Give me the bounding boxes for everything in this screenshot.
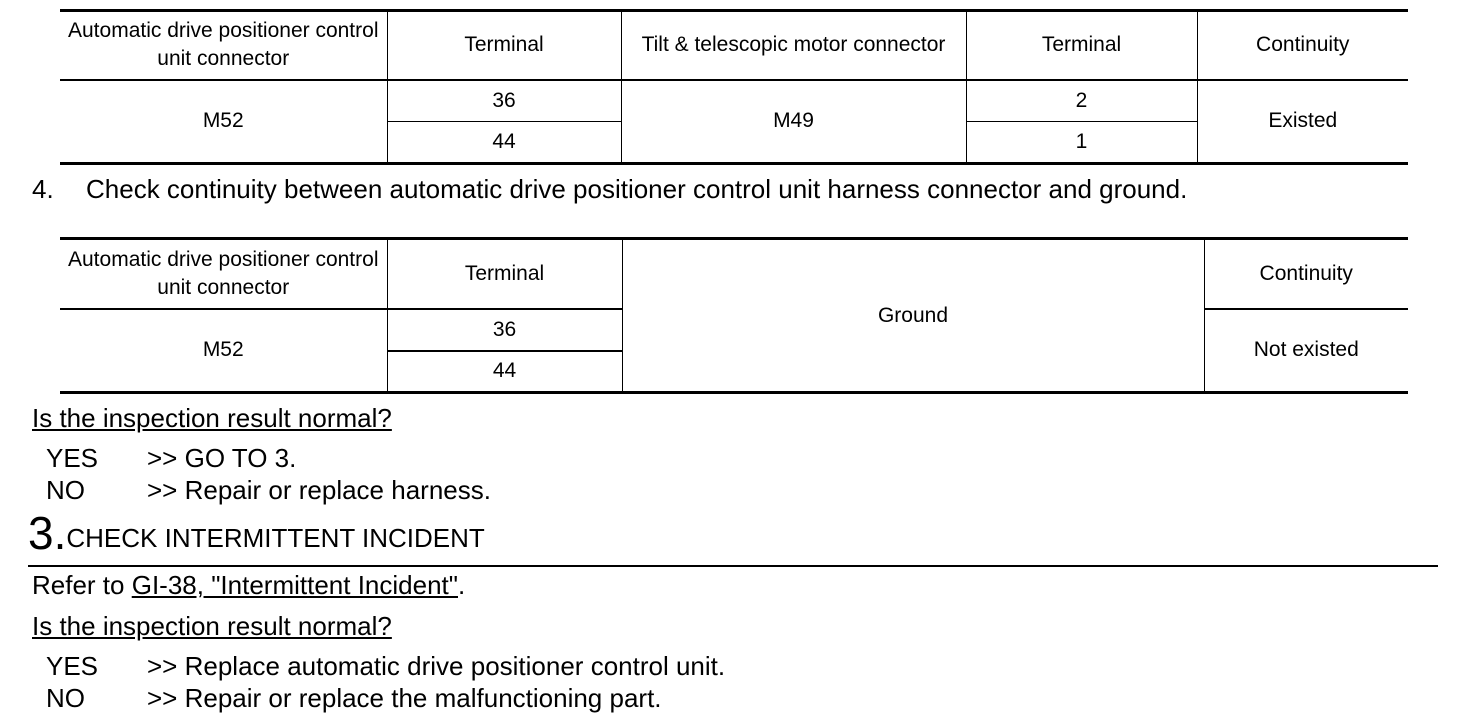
answer-yes-label: YES bbox=[46, 651, 99, 681]
section-3-heading bbox=[28, 507, 485, 559]
inspection-question: Is the inspection result normal? bbox=[32, 403, 392, 433]
section-divider bbox=[28, 565, 1438, 567]
header-motor-connector: Tilt & telescopic motor connector bbox=[621, 11, 966, 80]
connector-cell: M52 bbox=[202, 109, 244, 133]
step-4-text: Check continuity between automatic drive positioner control unit harness connector and ground. bbox=[86, 174, 1188, 204]
header-terminal: Terminal bbox=[966, 11, 1197, 80]
inspection-question: Is the inspection result normal? bbox=[32, 611, 392, 641]
refer-prefix: Refer to bbox=[32, 570, 132, 600]
terminal-cell: 1 bbox=[966, 122, 1197, 164]
connector-cell: M52 bbox=[202, 338, 244, 362]
continuity-cell: Existed bbox=[1197, 80, 1408, 164]
section-3-number: 3. bbox=[28, 507, 67, 559]
step-4-number: 4. bbox=[32, 174, 54, 204]
answer-yes-text: >> GO TO 3. bbox=[147, 443, 297, 473]
answer-no-text: >> Repair or replace the malfunctioning part. bbox=[147, 683, 662, 713]
intermittent-incident-link[interactable]: GI-38, "Intermittent Incident" bbox=[131, 570, 458, 600]
header-terminal: Terminal bbox=[387, 11, 621, 80]
header-terminal: Terminal bbox=[387, 239, 622, 309]
terminal-cell: 44 bbox=[387, 122, 621, 164]
header-connector: Automatic drive positioner control unit connector bbox=[60, 239, 387, 309]
refer-suffix: . bbox=[458, 570, 466, 600]
header-continuity: Continuity bbox=[1197, 11, 1408, 80]
continuity-table-ground bbox=[60, 237, 1408, 394]
terminal-cell: 36 bbox=[387, 80, 621, 122]
answer-no-label: NO bbox=[46, 683, 85, 713]
terminal-cell: 2 bbox=[966, 80, 1197, 122]
answer-yes-text: >> Replace automatic drive positioner control unit. bbox=[147, 651, 726, 681]
continuity-table-motor bbox=[60, 9, 1408, 165]
answer-yes-label: YES bbox=[46, 443, 99, 473]
section-3-title: CHECK INTERMITTENT INCIDENT bbox=[66, 523, 485, 553]
terminal-cell: 36 bbox=[387, 309, 622, 351]
ground-cell: Ground bbox=[622, 239, 1204, 393]
answer-no-label: NO bbox=[46, 475, 85, 505]
refer-line bbox=[32, 569, 465, 601]
header-connector: Automatic drive positioner control unit connector bbox=[60, 11, 387, 80]
continuity-cell: Not existed bbox=[1204, 309, 1408, 393]
header-continuity: Continuity bbox=[1204, 239, 1408, 309]
terminal-cell: 44 bbox=[387, 351, 622, 393]
answer-no-text: >> Repair or replace harness. bbox=[147, 475, 491, 505]
motor-connector-cell: M49 bbox=[621, 80, 966, 164]
